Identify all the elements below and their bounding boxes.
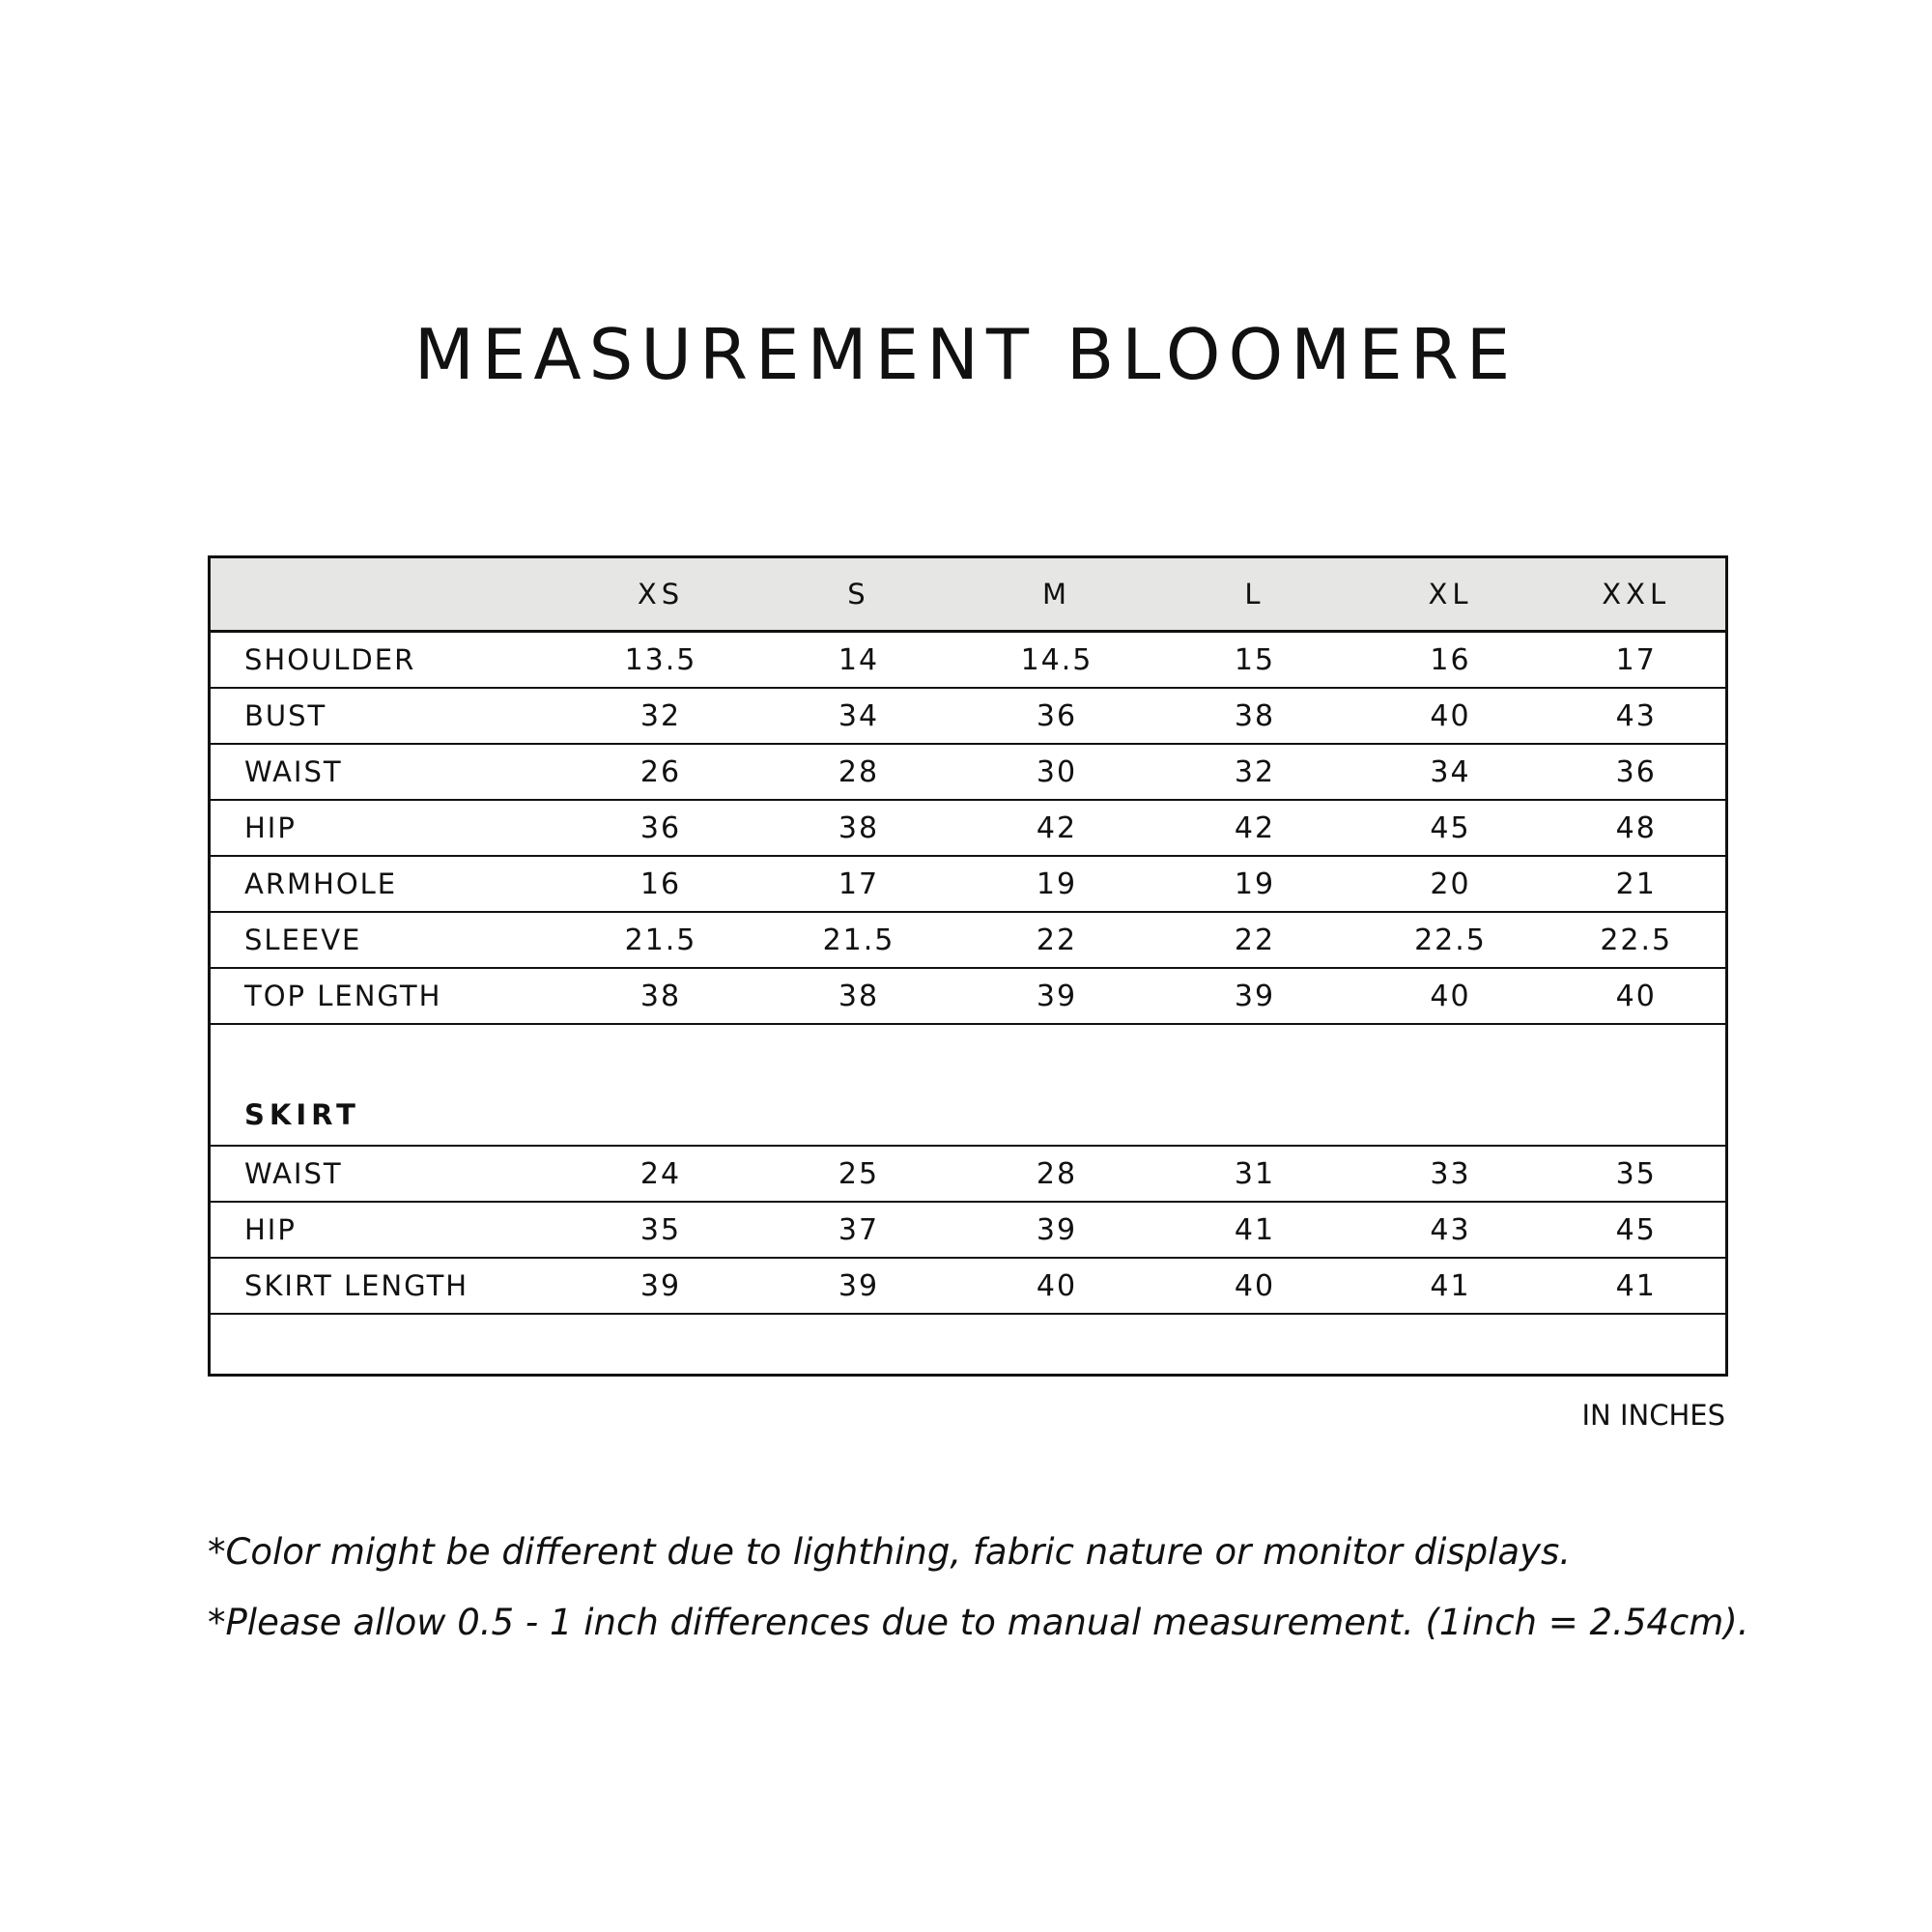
table-cell: 28	[958, 1146, 1156, 1202]
units-label: IN INCHES	[1581, 1399, 1725, 1432]
row-label: BUST	[210, 688, 562, 744]
table-cell	[1354, 1314, 1548, 1376]
table-cell: 34	[1354, 744, 1548, 800]
table-row	[210, 1202, 1727, 1258]
table-cell: 43	[1354, 1202, 1548, 1258]
table-row	[210, 632, 1727, 689]
table-cell: 22	[1156, 912, 1354, 968]
table-cell: 40	[958, 1258, 1156, 1314]
table-cell: 42	[1156, 800, 1354, 856]
header-cell-m: M	[958, 557, 1156, 632]
table-cell: 38	[760, 968, 958, 1024]
table-cell: 19	[1156, 856, 1354, 912]
table-cell: 25	[760, 1146, 958, 1202]
table-cell: 32	[562, 688, 760, 744]
table-cell: 36	[562, 800, 760, 856]
header-cell-xl: XL	[1354, 557, 1548, 632]
table-cell: 48	[1548, 800, 1727, 856]
table-cell: 20	[1354, 856, 1548, 912]
table-cell: 33	[1354, 1146, 1548, 1202]
table-cell: 16	[1354, 632, 1548, 689]
table-cell: 45	[1548, 1202, 1727, 1258]
table-row	[210, 1258, 1727, 1314]
row-label: WAIST	[210, 1146, 562, 1202]
table-cell: 43	[1548, 688, 1727, 744]
table-cell: 13.5	[562, 632, 760, 689]
header-cell-label	[210, 557, 562, 632]
table-cell: 37	[760, 1202, 958, 1258]
table-cell: 39	[562, 1258, 760, 1314]
table-row	[210, 1146, 1727, 1202]
table-cell: 41	[1156, 1202, 1354, 1258]
table-cell: 24	[562, 1146, 760, 1202]
header-cell-xxl: XXL	[1548, 557, 1727, 632]
color-disclaimer-note: *Color might be different due to lighthing, fabric nature or monitor displays.	[208, 1531, 1572, 1573]
table-cell	[1548, 1314, 1727, 1376]
row-label: HIP	[210, 800, 562, 856]
table-cell: 36	[958, 688, 1156, 744]
row-label: HIP	[210, 1202, 562, 1258]
table-cell	[1354, 1024, 1548, 1146]
table-cell	[562, 1024, 760, 1146]
table-cell	[1548, 1024, 1727, 1146]
row-label: ARMHOLE	[210, 856, 562, 912]
table-cell: 41	[1354, 1258, 1548, 1314]
table-cell: 22.5	[1548, 912, 1727, 968]
table-cell: 40	[1156, 1258, 1354, 1314]
table-cell: 21.5	[760, 912, 958, 968]
table-cell: 14	[760, 632, 958, 689]
table-cell: 42	[958, 800, 1156, 856]
table-cell: 40	[1548, 968, 1727, 1024]
row-label: SKIRT LENGTH	[210, 1258, 562, 1314]
table-cell: 40	[1354, 688, 1548, 744]
table-cell: 17	[1548, 632, 1727, 689]
table-cell: 22.5	[1354, 912, 1548, 968]
header-cell-xs: XS	[562, 557, 760, 632]
table-cell: 34	[760, 688, 958, 744]
table-cell	[760, 1024, 958, 1146]
table-cell	[1156, 1314, 1354, 1376]
table-cell: 28	[760, 744, 958, 800]
table-cell	[1156, 1024, 1354, 1146]
table-cell: 15	[1156, 632, 1354, 689]
empty-row	[210, 1314, 1727, 1376]
table-cell: 21.5	[562, 912, 760, 968]
page-title: MEASUREMENT BLOOMERE	[413, 314, 1519, 395]
table-cell	[958, 1314, 1156, 1376]
table-row	[210, 688, 1727, 744]
table-cell: 21	[1548, 856, 1727, 912]
size-chart-table	[208, 555, 1728, 1377]
table-cell	[562, 1314, 760, 1376]
table-cell: 39	[1156, 968, 1354, 1024]
table-cell: 45	[1354, 800, 1548, 856]
table-cell: 38	[1156, 688, 1354, 744]
table-cell: 19	[958, 856, 1156, 912]
table-cell: 22	[958, 912, 1156, 968]
header-cell-l: L	[1156, 557, 1354, 632]
row-label: TOP LENGTH	[210, 968, 562, 1024]
table-row	[210, 912, 1727, 968]
header-row	[210, 557, 1727, 632]
table-cell: 35	[562, 1202, 760, 1258]
table-cell: 39	[760, 1258, 958, 1314]
table-cell: 32	[1156, 744, 1354, 800]
table-cell	[958, 1024, 1156, 1146]
table-cell: 36	[1548, 744, 1727, 800]
table-cell: 35	[1548, 1146, 1727, 1202]
row-label: SLEEVE	[210, 912, 562, 968]
header-cell-s: S	[760, 557, 958, 632]
table-cell: 39	[958, 968, 1156, 1024]
measurement-tolerance-note: *Please allow 0.5 - 1 inch differences due to manual measurement. (1inch = 2.54cm).	[208, 1602, 1749, 1643]
table-cell: 41	[1548, 1258, 1727, 1314]
row-label: SHOULDER	[210, 632, 562, 689]
table-cell: 39	[958, 1202, 1156, 1258]
section-header-row	[210, 1024, 1727, 1146]
table-cell: 40	[1354, 968, 1548, 1024]
table-cell: 38	[760, 800, 958, 856]
table-cell: 17	[760, 856, 958, 912]
table-cell: 31	[1156, 1146, 1354, 1202]
row-label: WAIST	[210, 744, 562, 800]
table-cell: 14.5	[958, 632, 1156, 689]
table-row	[210, 968, 1727, 1024]
table-row	[210, 744, 1727, 800]
table-cell: 38	[562, 968, 760, 1024]
section-label-skirt: SKIRT	[210, 1024, 562, 1146]
table-cell: 16	[562, 856, 760, 912]
table-row	[210, 856, 1727, 912]
table-cell	[760, 1314, 958, 1376]
table-row	[210, 800, 1727, 856]
table-cell: 26	[562, 744, 760, 800]
table-cell: 30	[958, 744, 1156, 800]
table-cell	[210, 1314, 562, 1376]
